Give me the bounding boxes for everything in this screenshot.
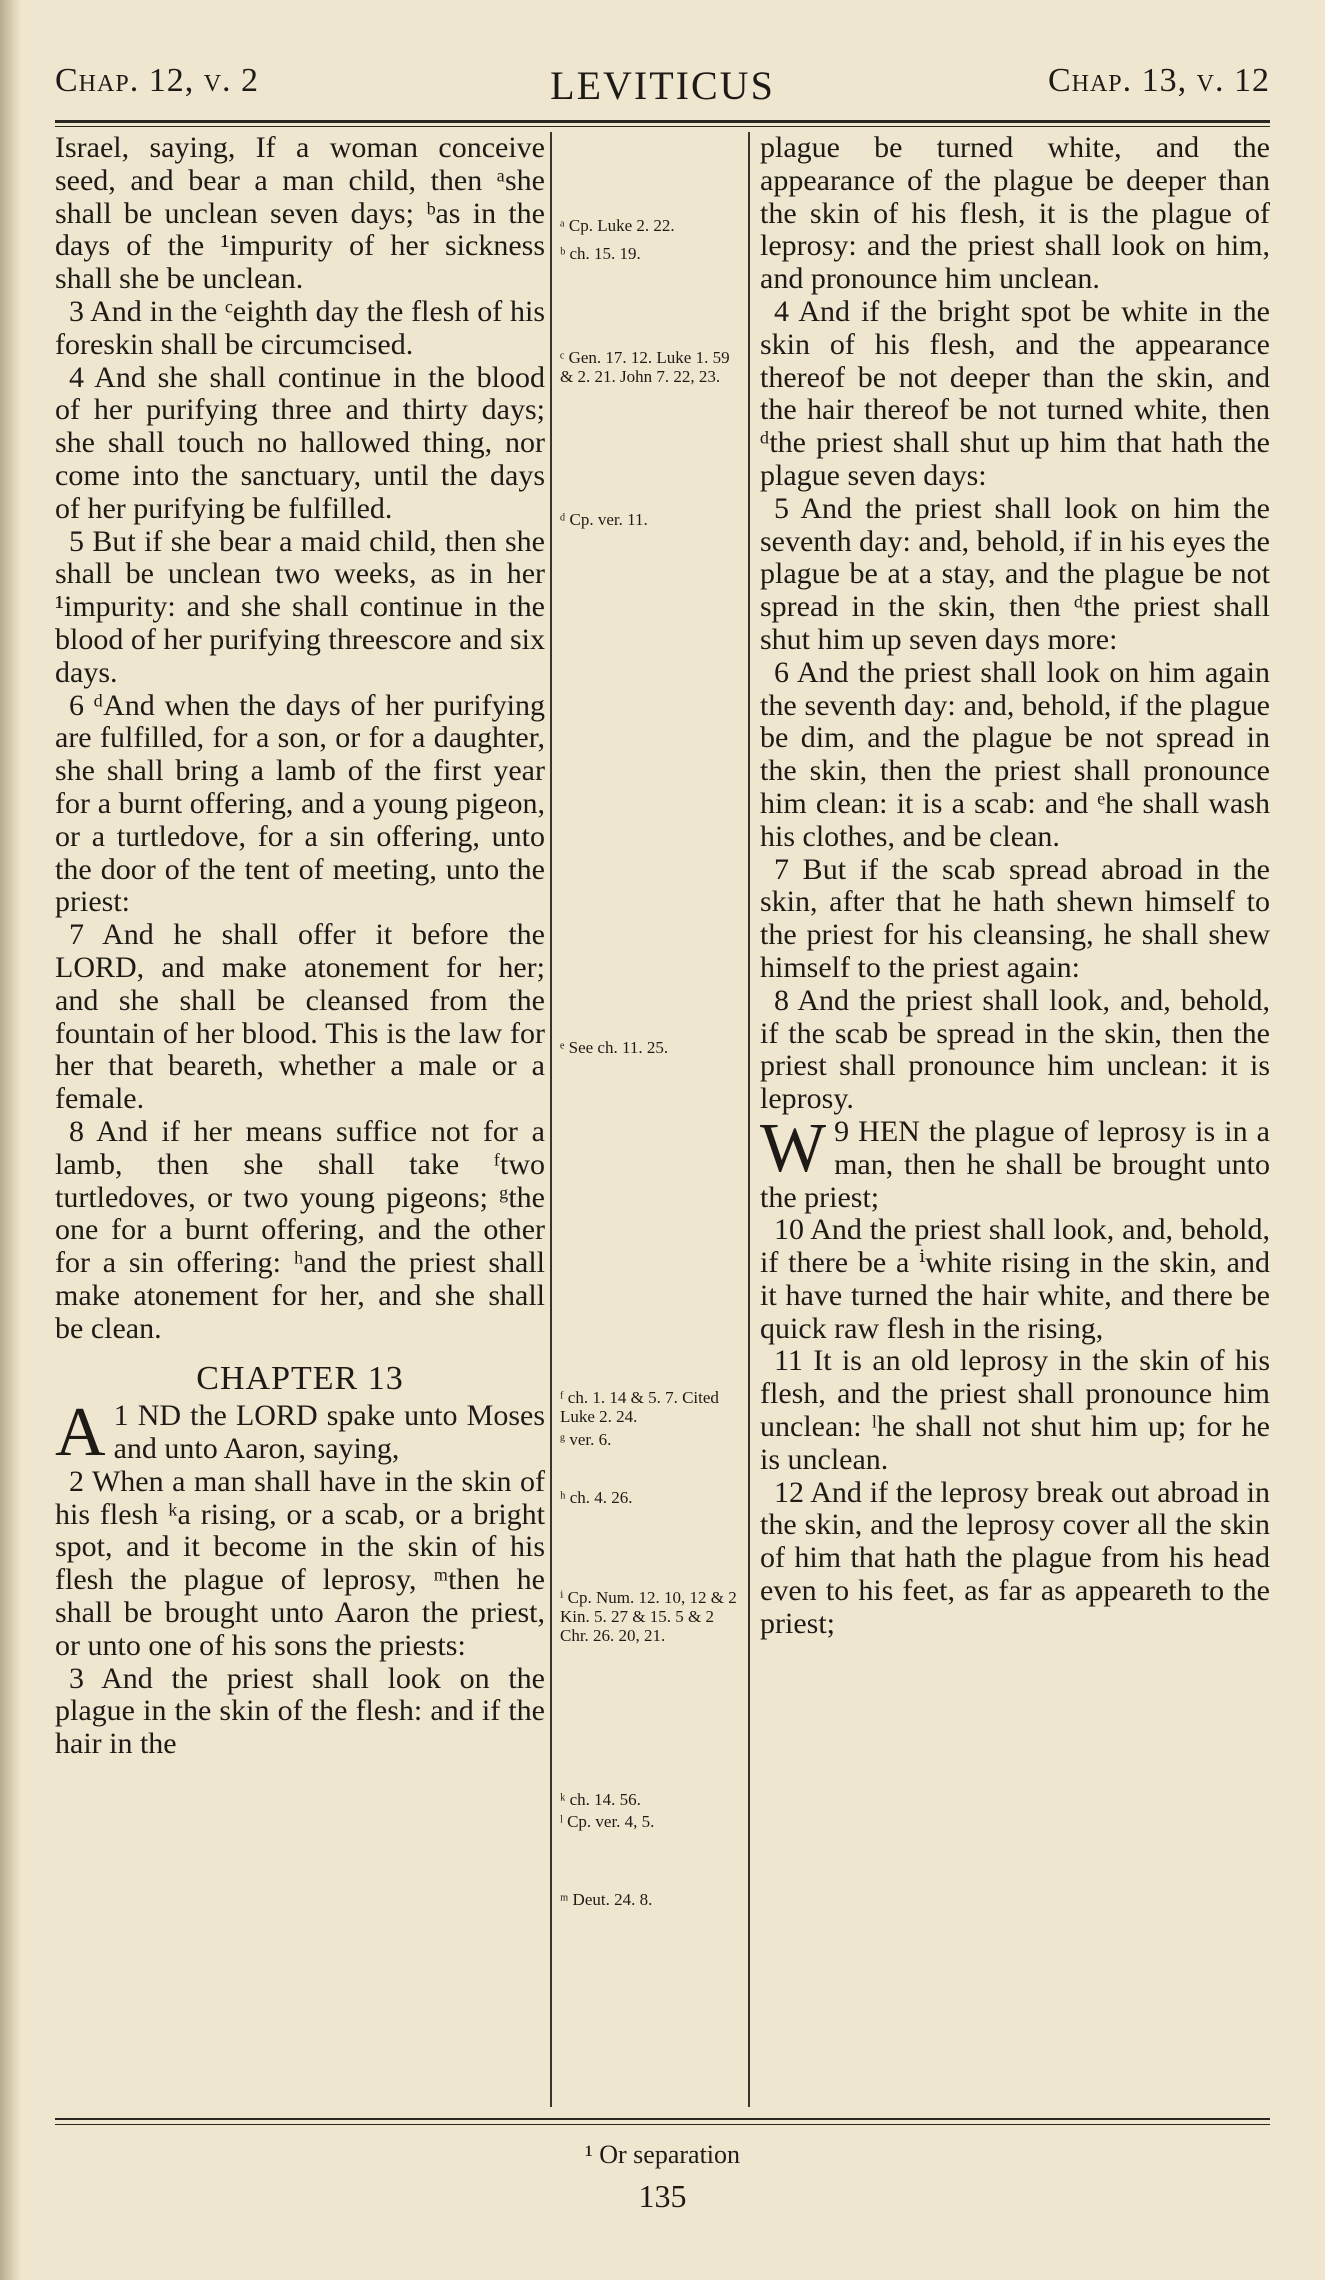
footnote: ¹ Or separation xyxy=(584,2140,741,2169)
verse-number: 1 xyxy=(113,1399,138,1433)
footer-rule-thin xyxy=(55,2124,1270,2125)
cross-reference: ᵈ Cp. ver. 11. xyxy=(560,510,648,529)
verse-paragraph: Israel, saying, If a woman conceive seed, and bear a man child, then ᵃshe shall be unclean seven days; ᵇas in the days of the ¹impurity of her sickness shall she be unclean. xyxy=(55,131,545,296)
cross-reference: ᵐ Deut. 24. 8. xyxy=(560,1890,653,1909)
section-start-verse xyxy=(760,1109,1270,1214)
verse-paragraph: 7 And he shall offer it before the LORD, and make atonement for her; and she shall be cleansed from the fountain of her blood. This is the law for her that beareth, whether a male or a female. xyxy=(55,918,545,1116)
verse-paragraph: 11 It is an old leprosy in the skin of his flesh, and the priest shall pronounce him unclean: ˡhe shall not shut him up; for he is unclean. xyxy=(760,1344,1270,1476)
cross-reference: ʰ ch. 4. 26. xyxy=(560,1488,633,1507)
header-rule-thin xyxy=(55,126,1270,127)
right-text-column xyxy=(760,132,1270,1641)
cross-reference: ˡ Cp. ver. 4, 5. xyxy=(560,1812,655,1831)
chapter-heading: CHAPTER 13 xyxy=(196,1360,404,1398)
verse-paragraph: 6 ᵈAnd when the days of her purifying are fulfilled, for a son, or for a daughter, she shall bring a lamb of the first year for a burnt offering, and a young pigeon, or a turtledove, for a sin offering, unto the door of the tent of meeting, unto the priest: xyxy=(55,688,545,919)
book-title: LEVITICUS xyxy=(550,63,775,108)
cross-reference: ᵍ ver. 6. xyxy=(560,1430,612,1449)
verse-paragraph: 4 And if the bright spot be white in the skin of his flesh, and the appearance thereof be not deeper than the skin, and the hair thereof be not turned white, then ᵈthe priest shall shut up him that hath the plague seven days: xyxy=(760,294,1270,492)
column-divider-left xyxy=(550,132,552,2107)
page-spine-shadow xyxy=(0,0,22,2280)
verse-paragraph: plague be turned white, and the appearance of the plague be deeper than the skin of his flesh, it is the plague of leprosy: and the priest shall look on him, and pronounce him unclean. xyxy=(760,131,1270,296)
verse-number: 9 xyxy=(834,1114,850,1148)
cross-reference: ᵇ ch. 15. 19. xyxy=(560,244,641,263)
running-header xyxy=(55,62,1270,122)
verse-paragraph: 3 And in the ᶜeighth day the flesh of his foreskin shall be circumcised. xyxy=(55,294,545,361)
verse-paragraph: 10 And the priest shall look, and, behold, if there be a ⁱwhite rising in the skin, and it have turned the hair white, and there be quick raw flesh in the rising, xyxy=(760,1213,1270,1345)
cross-reference: ᵉ See ch. 11. 25. xyxy=(560,1038,669,1057)
verse-paragraph: 5 But if she bear a maid child, then she shall be unclean two weeks, as in her ¹impurity: and she shall continue in the blood of her purifying threescore and six days. xyxy=(55,524,545,689)
footer-rule xyxy=(55,2118,1270,2120)
drop-cap: A xyxy=(55,1394,106,1472)
chapter-first-verse xyxy=(55,1394,545,1472)
drop-cap: W xyxy=(760,1109,827,1187)
verse-paragraph: 12 And if the leprosy break out abroad in the skin, and the leprosy cover all the skin of him that hath the plague from his head even to his feet, as far as appeareth to the priest; xyxy=(760,1475,1270,1640)
verse-paragraph: 3 And the priest shall look on the plague in the skin of the flesh: and if the hair in the xyxy=(55,1661,545,1761)
verse-text: HEN the plague of leprosy is in a man, then he shall be brought unto the priest; xyxy=(760,1114,1270,1214)
verse-paragraph: 7 But if the scab spread abroad in the skin, after that he hath shewn himself to the priest for his cleansing, he shall shew himself to the priest again: xyxy=(760,852,1270,984)
cross-reference: ᶜ Gen. 17. 12. Luke 1. 59 & 2. 21. John 7. 22, 23. xyxy=(560,348,730,386)
cross-reference: ᶠ ch. 1. 14 & 5. 7. Cited Luke 2. 24. xyxy=(560,1388,719,1426)
verse-paragraph: 5 And the priest shall look on him the seventh day: and, behold, if in his eyes the plague be at a stay, and the plague be not spread in the skin, then ᵈthe priest shall shut him up seven days more: xyxy=(760,491,1270,656)
header-rule xyxy=(55,120,1270,123)
cross-reference: ᵃ Cp. Luke 2. 22. xyxy=(560,216,675,235)
page-number: 135 xyxy=(638,2178,687,2214)
cross-reference: ᵏ ch. 14. 56. xyxy=(560,1790,641,1809)
cross-reference: ⁱ Cp. Num. 12. 10, 12 & 2 Kin. 5. 27 & 15. 5 & 2 Chr. 26. 20, 21. xyxy=(560,1588,737,1645)
header-left-reference: Chap. 12, v. 2 xyxy=(55,62,260,99)
verse-paragraph: 4 And she shall continue in the blood of her purifying three and thirty days; she shall touch no hallowed thing, nor come into the sanctuary, until the days of her purifying be fulfilled. xyxy=(55,360,545,525)
column-divider-right xyxy=(748,132,750,2107)
verse-paragraph: 2 When a man shall have in the skin of his flesh ᵏa rising, or a scab, or a bright spot, and it become in the skin of his flesh the plague of leprosy, ᵐthen he shall be brought unto Aaron the priest, or unto one of his sons the priests: xyxy=(55,1464,545,1662)
verse-paragraph: 8 And if her means suffice not for a lamb, then she shall take ᶠtwo turtledoves, or two young pigeons; ᵍthe one for a burnt offering, and the other for a sin offering: ʰand the priest shall make atonement for her, and she shall be clean. xyxy=(55,1114,545,1345)
left-text-column xyxy=(55,132,545,1761)
verse-paragraph: 6 And the priest shall look on him again the seventh day: and, behold, if the plague be dim, and the plague be not spread in the skin, then the priest shall pronounce him clean: it is a scab: and ᵉhe shall wash his clothes, and be clean. xyxy=(760,655,1270,853)
verse-paragraph: 8 And the priest shall look, and, behold, if the scab be spread in the skin, then the priest shall pronounce him unclean: it is leprosy. xyxy=(760,983,1270,1116)
header-right-reference: Chap. 13, v. 12 xyxy=(1047,62,1270,99)
verse-text: ND the LORD spake unto Moses and unto Aaron, saying, xyxy=(113,1399,545,1466)
